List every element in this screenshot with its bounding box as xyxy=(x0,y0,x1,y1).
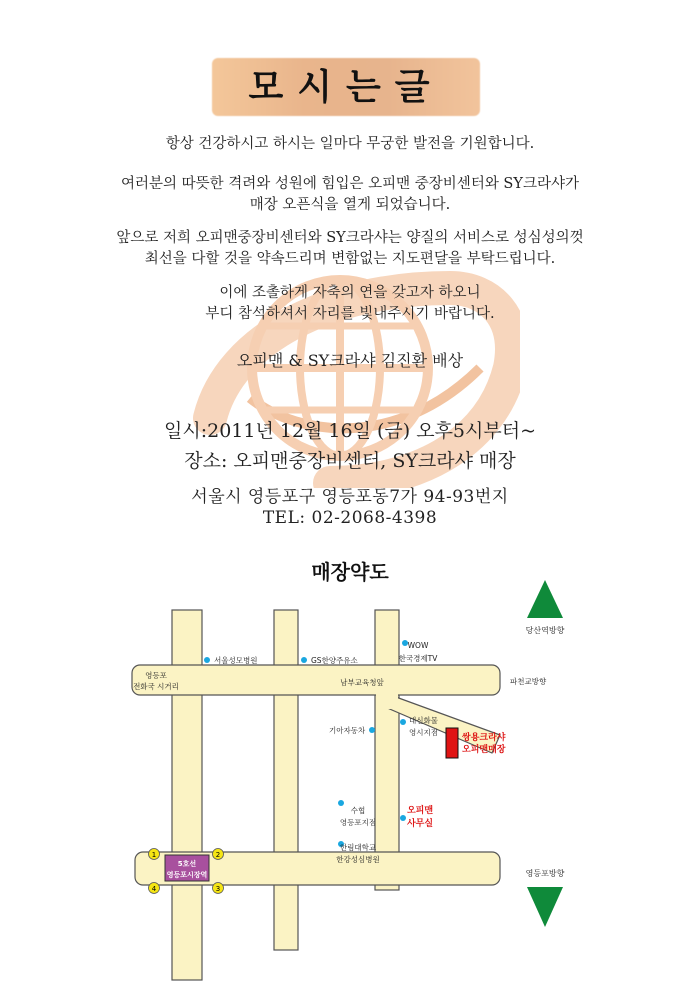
event-date: 일시:2011년 12월 16일 (금) 오후5시부터~ xyxy=(164,420,536,442)
label-daeshin-2: 영시지점 xyxy=(409,728,438,737)
label-dangsan: 당산역방향 xyxy=(525,626,565,635)
paragraph-greeting xyxy=(0,134,700,155)
store-marker xyxy=(446,728,458,758)
subway-station-name: 영등포시장역 xyxy=(166,871,208,879)
event-place: 장소: 오피맨중장비센터, SY크라샤 매장 xyxy=(184,450,516,472)
subway-line: 5호선 xyxy=(177,860,197,868)
dot-daeshin xyxy=(400,719,406,725)
road-right xyxy=(375,610,399,890)
telephone: TEL: 02-2068-4398 xyxy=(262,508,438,528)
label-education-office: 남부교육청앞 xyxy=(340,678,384,687)
arrow-down-icon xyxy=(527,887,563,927)
opman-office-label: 오피맨 xyxy=(406,806,434,816)
label-paechon: 파천교방향 xyxy=(510,677,547,686)
dot-gs-station xyxy=(301,657,307,663)
label-yeongdeungpo: 영등포방향 xyxy=(525,869,565,878)
paragraph-line: 부디 참석하셔서 자리를 빛내주시기 바랍니다. xyxy=(205,306,495,322)
paragraph-line: 이에 조촐하게 자축의 연을 갖고자 하오니 xyxy=(219,285,481,301)
paragraph-announcement xyxy=(0,174,700,216)
exit-2-label: 2 xyxy=(215,851,221,859)
arrow-up-icon xyxy=(527,580,563,618)
roads xyxy=(132,610,500,980)
paragraph-line: 매장 오픈식을 열게 되었습니다. xyxy=(249,197,451,213)
store-label: 쌍용크라샤 xyxy=(462,733,506,743)
label-hallym-2: 한강성심병원 xyxy=(336,855,380,864)
dot-seoul-hospital xyxy=(204,657,210,663)
paragraph-line: 항상 건강하시고 하시는 일마다 무궁한 발전을 기원합니다. xyxy=(165,136,535,152)
paragraph-line: 앞으로 저희 오피맨중장비센터와 SY크라샤는 양질의 서비스로 성심성의껏 xyxy=(116,230,584,246)
label-seoul-hospital: 서울성모병원 xyxy=(214,656,258,665)
signature: 오피맨 & SY크라샤 김진환 배상 xyxy=(236,351,464,370)
dot-opman xyxy=(400,815,406,821)
paragraph-promise xyxy=(0,228,700,270)
store-label-2: 오피맨매장 xyxy=(462,745,506,755)
label-daeshin: 대신화물 xyxy=(409,716,438,725)
label-intersection-2: 전화국 시거리 xyxy=(133,682,179,691)
map-title: 매장약도 xyxy=(311,560,389,584)
label-wow-tv: 한국경제TV xyxy=(398,654,438,663)
label-gs-station: GS한양주유소 xyxy=(311,656,358,665)
page-title: 모시는글 xyxy=(248,66,444,108)
dot-kia xyxy=(369,727,375,733)
label-intersection: 영등포 xyxy=(145,671,167,680)
label-suhyup: 수협 xyxy=(350,806,366,815)
paragraph-line: 최선을 다할 것을 약속드리며 변함없는 지도편달을 부탁드립니다. xyxy=(144,251,556,267)
dot-suhyup xyxy=(338,800,344,806)
label-kia: 기아자동차 xyxy=(329,726,366,735)
exit-4-label: 4 xyxy=(151,885,157,893)
road-middle xyxy=(274,610,298,950)
label-hallym: 한림대학교 xyxy=(339,843,377,852)
label-suhyup-2: 영등포지점 xyxy=(339,818,377,827)
location-map xyxy=(0,575,700,990)
paragraph-invite xyxy=(0,283,700,325)
opman-office-label-2: 사무실 xyxy=(406,819,434,829)
address: 서울시 영등포구 영등포동7가 94-93번지 xyxy=(191,487,509,507)
label-wow: WOW xyxy=(407,641,429,650)
paragraph-line: 여러분의 따뜻한 격려와 성원에 힘입은 오피맨 중장비센터와 SY크라샤가 xyxy=(121,176,579,192)
exit-1-label: 1 xyxy=(151,851,157,859)
exit-3-label: 3 xyxy=(215,885,221,893)
